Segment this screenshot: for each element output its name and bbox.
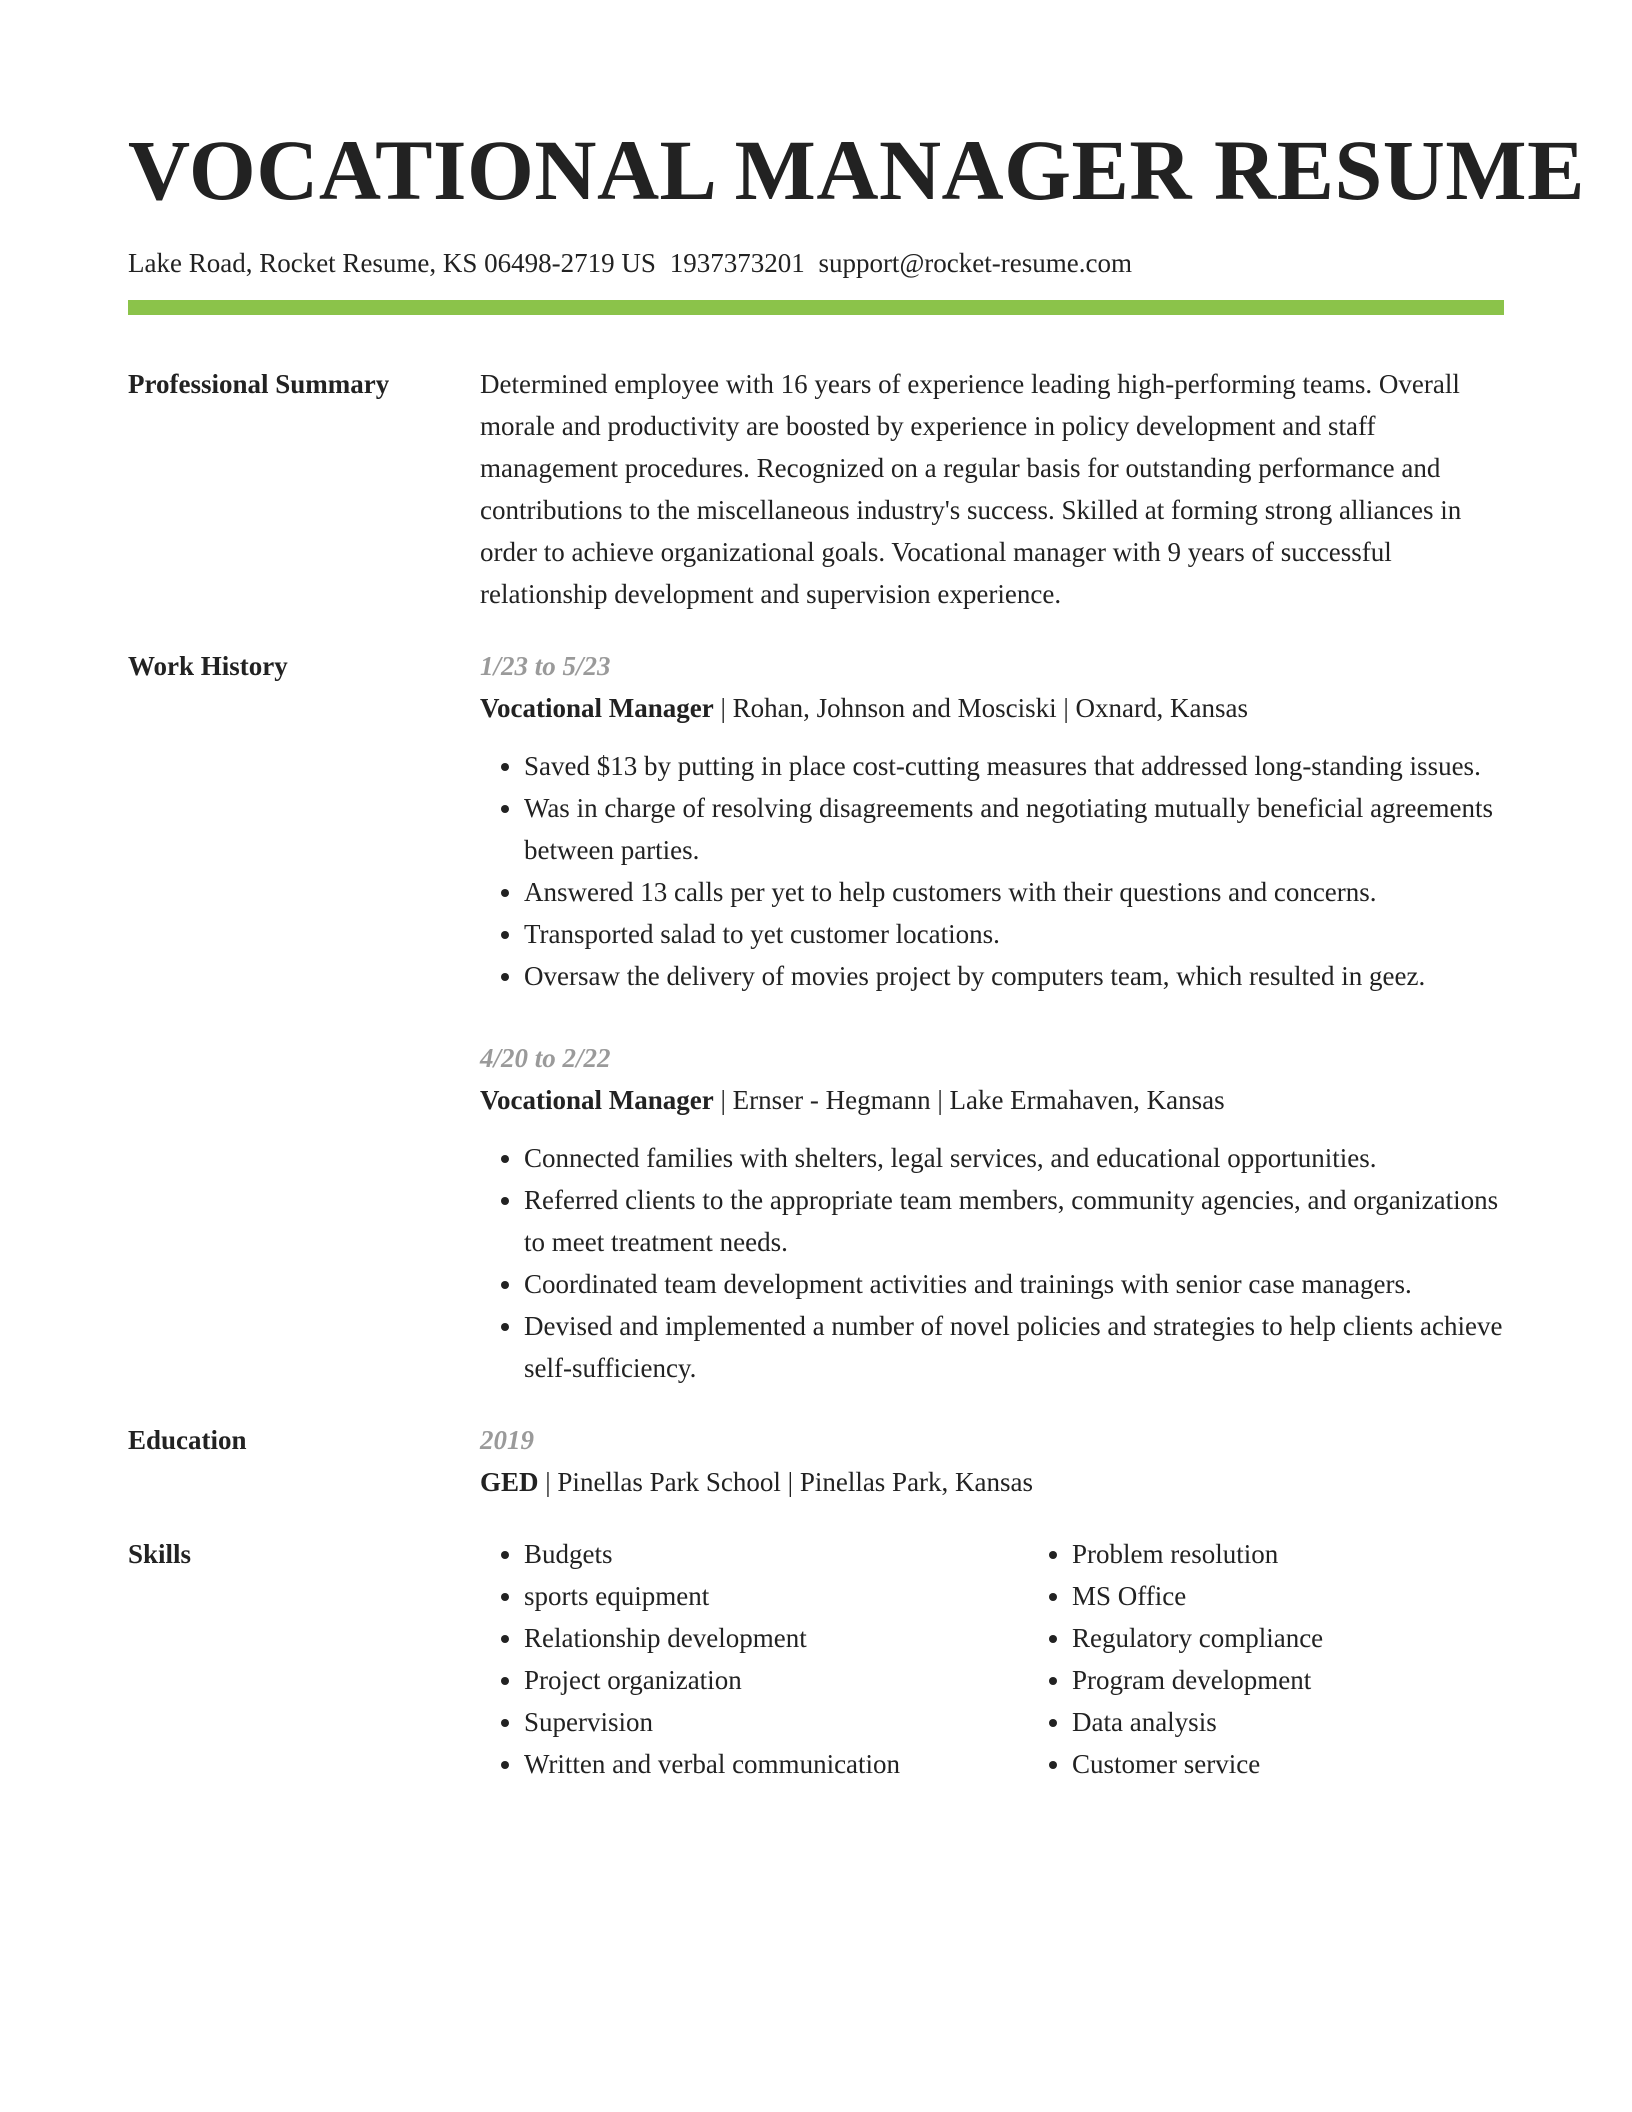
contact-line: [128, 246, 1504, 280]
list-item: • Referred clients to the appropriate team members, community agencies, and organizations to meet treatment needs.: [524, 1179, 1504, 1263]
skills-list-left: [480, 1533, 984, 1785]
summary-text: Determined employee with 16 years of experience leading high-performing teams. Overall morale and productivity are boosted by experience in policy development and staff management procedures. Recognized on a regular basis for outstanding performance and contributions to the miscellaneous industry's success. Skilled at forming strong alliances in order to achieve organizational goals. Vocational manager with 9 years of successful relationship development and supervision experience.: [480, 369, 1462, 609]
education-year: 2019: [480, 1425, 534, 1455]
list-item: • Saved $13 by putting in place cost-cutting measures that addressed long-standing issues.: [524, 745, 1504, 787]
job-employer-location: | Ernser - Hegmann | Lake Ermahaven, Kansas: [713, 1085, 1225, 1115]
education-section: [128, 1419, 1504, 1503]
education-degree: GED: [480, 1467, 539, 1497]
list-item: • Customer service: [1072, 1743, 1532, 1785]
job-entry: [480, 645, 1504, 997]
work-history-body: [480, 645, 1504, 1389]
header-divider: [128, 300, 1504, 315]
list-item: • Regulatory compliance: [1072, 1617, 1532, 1659]
list-item: • Devised and implemented a number of novel policies and strategies to help clients achieve self-sufficiency.: [524, 1305, 1504, 1389]
contact-phone: 1937373201: [669, 248, 805, 278]
summary-section: [128, 363, 1504, 615]
list-item: • Problem resolution: [1072, 1533, 1532, 1575]
education-body: [480, 1419, 1504, 1503]
list-item: • Connected families with shelters, legal services, and educational opportunities.: [524, 1137, 1504, 1179]
job-employer-location: | Rohan, Johnson and Mosciski | Oxnard, Kansas: [713, 693, 1248, 723]
contact-address: Lake Road, Rocket Resume, KS 06498-2719 US: [128, 248, 656, 278]
skills-list-right: [1028, 1533, 1532, 1785]
job-heading: [480, 687, 1504, 729]
work-history-section: [128, 645, 1504, 1389]
list-item: • Coordinated team development activities and trainings with senior case managers.: [524, 1263, 1504, 1305]
job-title: Vocational Manager: [480, 693, 714, 723]
job-entry: [480, 1037, 1504, 1389]
job-dates: 4/20 to 2/22: [480, 1043, 611, 1073]
list-item: • Written and verbal communication: [524, 1743, 984, 1785]
education-label: Education: [128, 1425, 247, 1455]
job-dates: 1/23 to 5/23: [480, 651, 611, 681]
resume-page: [128, 120, 1585, 1785]
skills-section: [128, 1533, 1504, 1785]
list-item: • Was in charge of resolving disagreements and negotiating mutually beneficial agreements between parties.: [524, 787, 1504, 871]
job-bullets: [480, 1137, 1504, 1389]
education-school-location: | Pinellas Park School | Pinellas Park, Kansas: [538, 1467, 1034, 1497]
list-item: • Data analysis: [1072, 1701, 1532, 1743]
education-heading: [480, 1461, 1504, 1503]
list-item: • Answered 13 calls per yet to help customers with their questions and concerns.: [524, 871, 1504, 913]
list-item: • Project organization: [524, 1659, 984, 1701]
list-item: • Oversaw the delivery of movies project by computers team, which resulted in geez.: [524, 955, 1504, 997]
contact-email: support@rocket-resume.com: [818, 248, 1132, 278]
skills-columns: [480, 1533, 1532, 1785]
list-item: • Transported salad to yet customer locations.: [524, 913, 1504, 955]
list-item: • Relationship development: [524, 1617, 984, 1659]
list-item: • sports equipment: [524, 1575, 984, 1617]
job-heading: [480, 1079, 1504, 1121]
skills-label: Skills: [128, 1539, 192, 1569]
list-item: • MS Office: [1072, 1575, 1532, 1617]
job-bullets: [480, 745, 1504, 997]
list-item: • Program development: [1072, 1659, 1532, 1701]
job-title: Vocational Manager: [480, 1085, 714, 1115]
resume-title: VOCATIONAL MANAGER RESUME: [128, 122, 1585, 218]
summary-label: Professional Summary: [128, 369, 390, 399]
list-item: • Budgets: [524, 1533, 984, 1575]
skills-body: [480, 1533, 1532, 1785]
list-item: • Supervision: [524, 1701, 984, 1743]
work-history-label: Work History: [128, 651, 288, 681]
